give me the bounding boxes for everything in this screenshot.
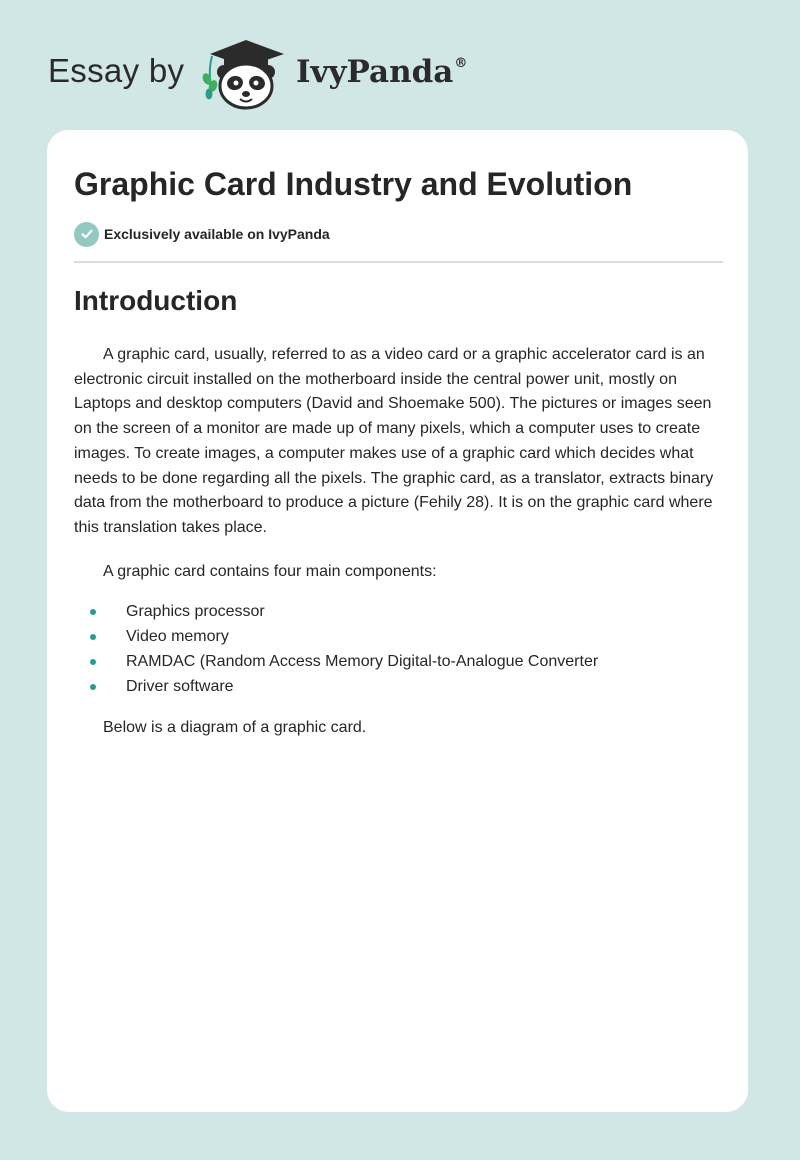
bullet-icon bbox=[90, 659, 96, 665]
bullet-icon bbox=[90, 634, 96, 640]
exclusive-badge-label: Exclusively available on IvyPanda bbox=[104, 226, 330, 242]
site-header bbox=[48, 34, 488, 110]
section-heading-introduction: Introduction bbox=[74, 285, 238, 316]
bullet-icon bbox=[90, 684, 96, 690]
ivypanda-logo-text[interactable]: IvyPanda® bbox=[296, 54, 468, 90]
list-item: RAMDAC (Random Access Memory Digital-to-Analogue Converter bbox=[74, 649, 729, 674]
essay-card bbox=[47, 130, 748, 1112]
title-divider bbox=[74, 261, 723, 263]
list-intro-paragraph: A graphic card contains four main components: bbox=[103, 562, 437, 580]
closing-paragraph: Below is a diagram of a graphic card. bbox=[103, 719, 367, 737]
essay-by-label: Essay by bbox=[48, 52, 185, 89]
essay-body bbox=[74, 343, 729, 741]
intro-paragraph: A graphic card, usually, referred to as a video card or a graphic accelerator card is an electronic circuit installed on the motherboard inside the central power unit, mostly on Laptops and desktop computers (David and Shoemake 500). The pictures or images seen on the screen of a monitor are made up of many pixels, which a computer uses to create images. To create images, a computer makes use of a graphic card which decides what needs to be done regarding all the pixels. The graphic card, as a translator, extracts binary data from the motherboard to produce a picture (Fehily 28). It is on the graphic card where this translation takes place. bbox=[74, 346, 714, 536]
list-item: Graphics processor bbox=[74, 599, 729, 624]
bullet-icon bbox=[90, 609, 96, 615]
check-circle-icon bbox=[74, 222, 99, 247]
components-list bbox=[74, 599, 729, 699]
list-item: Driver software bbox=[74, 674, 729, 699]
list-item: Video memory bbox=[74, 624, 729, 649]
essay-title: Graphic Card Industry and Evolution bbox=[74, 166, 633, 202]
exclusive-badge bbox=[74, 221, 330, 247]
panda-graduate-icon bbox=[200, 34, 292, 110]
